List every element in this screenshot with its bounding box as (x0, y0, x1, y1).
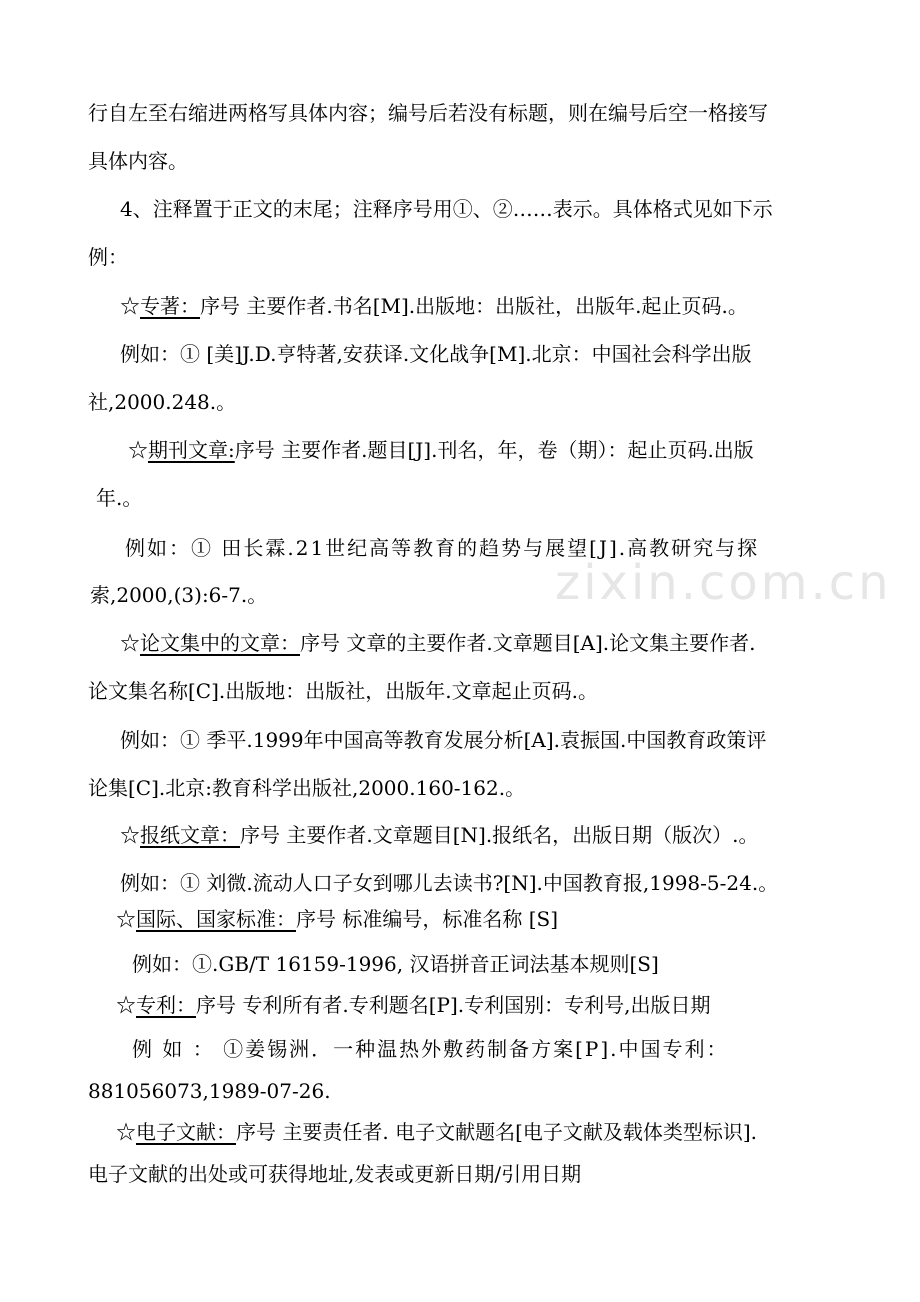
body-line: 论文集名称[C].出版地：出版社，出版年.文章起止页码.。 (88, 679, 598, 703)
body-line: 年.。 (96, 486, 143, 510)
format-text: 序号 标准编号，标准名称 [S] (296, 907, 559, 931)
example-line: 例如：①.GB/T 16159-1996, 汉语拼音正词法基本规则[S] (132, 952, 659, 976)
star-icon: ☆ (116, 1120, 136, 1144)
example-line: 例如：① [美]J.D.亨特著,安获译.文化战争[M].北京：中国社会科学出版 (120, 342, 752, 366)
star-icon: ☆ (116, 907, 136, 931)
star-icon: ☆ (120, 294, 140, 318)
example-line: 论集[C].北京:教育科学出版社,2000.160-162.。 (88, 776, 526, 800)
star-icon: ☆ (120, 631, 140, 655)
star-icon: ☆ (116, 993, 136, 1017)
format-text: 序号 主要作者.书名[M].出版地：出版社，出版年.起止页码.。 (200, 294, 748, 318)
star-icon: ☆ (120, 823, 140, 847)
format-label: 期刊文章: (148, 438, 235, 462)
format-standard (116, 904, 558, 934)
example-line: 881056073,1989-07-26. (88, 1079, 331, 1103)
example-line: 社,2000.248.。 (88, 390, 237, 414)
example-line: 例 如 ： ①姜锡洲．一种温热外敷药制备方案[P].中国专利： (132, 1037, 729, 1061)
body-line: 行自左至右缩进两格写具体内容；编号后若没有标题，则在编号后空一格接写 (88, 101, 768, 125)
example-line: 例如：① 刘微.流动人口子女到哪儿去读书?[N].中国教育报,1998-5-24.。 (120, 871, 779, 895)
format-monograph (120, 291, 748, 321)
format-text: 序号 文章的主要作者.文章题目[A].论文集主要作者. (300, 631, 756, 655)
format-label: 报纸文章： (140, 823, 240, 847)
body-line: 例： (88, 245, 128, 269)
format-patent (116, 990, 711, 1020)
format-text: 序号 主要作者.文章题目[N].报纸名，出版日期（版次）.。 (240, 823, 759, 847)
body-line: 电子文献的出处或可获得地址,发表或更新日期/引用日期 (88, 1162, 582, 1186)
format-text: 序号 主要责任者. 电子文献题名[电子文献及载体类型标识]. (236, 1120, 758, 1144)
format-newspaper (120, 820, 759, 850)
format-label: 专著： (140, 294, 200, 318)
format-label: 专利： (136, 993, 196, 1017)
watermark: zixin.com.cn (555, 555, 892, 611)
example-line: 例如：① 季平.1999年中国高等教育发展分析[A].袁振国.中国教育政策评 (120, 728, 767, 752)
format-label: 国际、国家标准： (136, 907, 296, 931)
format-collection (120, 628, 755, 658)
format-text: 序号 主要作者.题目[J].刊名，年，卷（期）：起止页码.出版 (234, 438, 754, 462)
format-journal (128, 435, 754, 465)
format-label: 电子文献： (136, 1120, 236, 1144)
body-line: 具体内容。 (88, 149, 188, 173)
note-rule-line: 4、注释置于正文的末尾；注释序号用①、②……表示。具体格式见如下示 (120, 197, 773, 221)
example-line: 例如：① 田长霖.21世纪高等教育的趋势与展望[J].高教研究与探 (125, 536, 760, 560)
example-line: 索,2000,(3):6-7.。 (90, 583, 268, 607)
format-text: 序号 专利所有者.专利题名[P].专利国别：专利号,出版日期 (196, 993, 711, 1017)
format-electronic (116, 1117, 757, 1147)
star-icon: ☆ (128, 438, 148, 462)
format-label: 论文集中的文章： (140, 631, 300, 655)
